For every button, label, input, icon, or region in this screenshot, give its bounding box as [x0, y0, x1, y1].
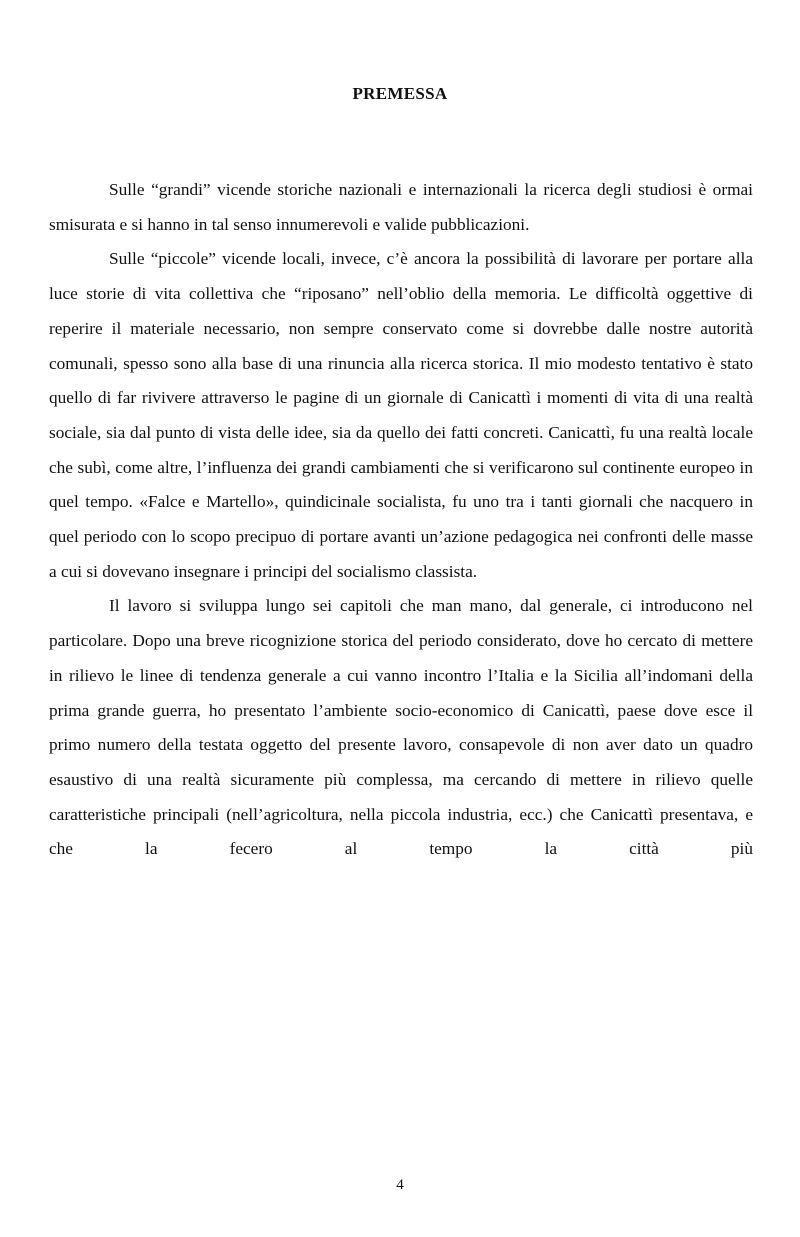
paragraph-2: Sulle “piccole” vicende locali, invece, c’è ancora la possibilità di lavorare per portare alla luce storie di vita collettiva che “riposano” nell’oblio della memoria. Le difficoltà oggettive di reperire il materiale necessario, non sempre conservato come si dovrebbe dalle nostre autorità comunali, spesso sono alla base di una rinuncia alla ricerca storica. Il mio modesto tentativo è stato quello di far rivivere attraverso le pagine di un giornale di Canicattì i momenti di vita di una realtà sociale, sia dal punto di vista delle idee, sia da quello dei fatti concreti. Canicattì, fu una realtà locale che subì, come altre, l’influenza dei grandi cambiamenti che si verificarono sul continente europeo in quel tempo. «Falce e Martello», quindicinale socialista, fu uno tra i tanti giornali che nacquero in quel periodo con lo scopo precipuo di portare avanti un’azione pedagogica nei confronti delle masse a cui si dovevano insegnare i principi del socialismo classista.: [49, 249, 753, 581]
paragraph-1: Sulle “grandi” vicende storiche nazionali e internazionali la ricerca degli studiosi è ormai smisurata e si hanno in tal senso innumerevoli e valide pubblicazioni.: [49, 180, 753, 234]
paragraph-3: Il lavoro si sviluppa lungo sei capitoli che man mano, dal generale, ci introducono nel particolare. Dopo una breve ricognizione storica del periodo considerato, dove ho cercato di mettere in rilievo le linee di tendenza generale a cui vanno incontro l’Italia e la Sicilia all’indomani della prima grande guerra, ho presentato l’ambiente socio-economico di Canicattì, paese dove esce il primo numero della testata oggetto del presente lavoro, consapevole di non aver dato un quadro esaustivo di una realtà sicuramente più complessa, ma cercando di mettere in rilievo quelle caratteristiche principali (nell’agricoltura, nella piccola industria, ecc.) che Canicattì presentava, e che la fecero al tempo la città più: [49, 596, 753, 859]
page-number: 4: [396, 1177, 404, 1193]
document-body: [49, 173, 753, 867]
page-title: PREMESSA: [352, 84, 448, 103]
